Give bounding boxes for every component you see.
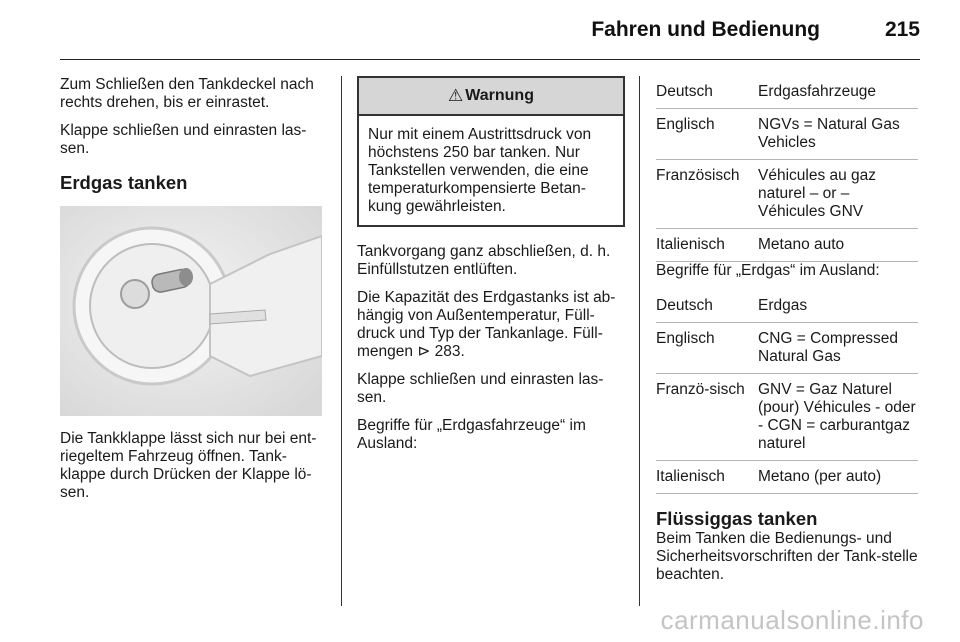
term-cell: Erdgasfahrzeuge: [758, 76, 918, 109]
table-natural-gas-terms: [656, 290, 918, 494]
paragraph: Klappe schließen und einrasten las-sen.: [357, 371, 604, 406]
language-cell: Franzö-sisch: [656, 374, 758, 461]
paragraph: Zum Schließen den Tankdeckel nach rechts drehen, bis er einrastet.: [60, 76, 314, 111]
table-row: [656, 160, 918, 229]
table-row: [656, 109, 918, 160]
paragraph: Begriffe für „Erdgas“ im Ausland:: [656, 262, 880, 279]
paragraph: Die Tankklappe lässt sich nur bei ent-riegeltem Fahrzeug öffnen. Tank-klappe durch Drücken der Klappe lö-sen.: [60, 430, 317, 501]
page-number: 215: [884, 18, 920, 41]
language-cell: Deutsch: [656, 290, 758, 323]
page-title: Fahren und Bedienung: [591, 18, 820, 41]
paragraph: Beim Tanken die Bedienungs- und Sicherheitsvorschriften der Tank-stelle beachten.: [656, 530, 918, 583]
table-row: [656, 461, 918, 494]
paragraph: Die Kapazität des Erdgastanks ist ab-hängig von Außentemperatur, Füll-druck und Typ der Tankanlage. Füll-mengen ⊳ 283.: [357, 289, 616, 360]
language-cell: Englisch: [656, 109, 758, 160]
page-header: [0, 0, 960, 60]
language-cell: Englisch: [656, 323, 758, 374]
language-cell: Italienisch: [656, 229, 758, 262]
warning-box: [357, 76, 625, 227]
term-cell: CNG = Compressed Natural Gas: [758, 323, 918, 374]
column-divider: [341, 76, 342, 606]
paragraph: Begriffe für „Erdgasfahrzeuge“ im Ausland:: [357, 417, 586, 452]
column-divider: [639, 76, 640, 606]
table-natural-gas-vehicle-terms: [656, 76, 918, 262]
watermark: carmanualsonline.info: [660, 605, 924, 635]
column-2: [357, 76, 625, 463]
term-cell: GNV = Gaz Naturel (pour) Véhicules - oder - CGN = carburantgaz naturel: [758, 374, 918, 461]
section-heading-erdgas: Erdgas tanken: [60, 172, 188, 193]
term-cell: Erdgas: [758, 290, 918, 323]
column-1: [60, 76, 325, 512]
column-3: [656, 76, 918, 594]
table-row: [656, 76, 918, 109]
header-rule: [60, 59, 920, 60]
language-cell: Italienisch: [656, 461, 758, 494]
warning-text: Nur mit einem Austrittsdruck von höchstens 250 bar tanken. Nur Tankstellen verwenden, die eine temperaturkompensierte Betan-kung gewährleisten.: [368, 126, 592, 215]
table-row: [656, 374, 918, 461]
paragraph: Klappe schließen und einrasten las-sen.: [60, 122, 307, 157]
term-cell: NGVs = Natural Gas Vehicles: [758, 109, 918, 160]
language-cell: Deutsch: [656, 76, 758, 109]
warning-header: [359, 78, 623, 116]
fuel-filler-illustration: [60, 206, 322, 416]
term-cell: Véhicules au gaz naturel – or – Véhicules GNV: [758, 160, 918, 229]
language-cell: Französisch: [656, 160, 758, 229]
warning-label: Warnung: [465, 87, 534, 104]
fuel-filler-photo: [60, 206, 322, 416]
table-row: [656, 229, 918, 262]
section-heading-fluessiggas: Flüssiggas tanken: [656, 508, 818, 529]
warning-triangle-icon: ⚠: [448, 86, 464, 105]
paragraph: Tankvorgang ganz abschließen, d. h. Einfüllstutzen entlüften.: [357, 243, 611, 278]
term-cell: Metano (per auto): [758, 461, 918, 494]
table-row: [656, 323, 918, 374]
term-cell: Metano auto: [758, 229, 918, 262]
table-row: [656, 290, 918, 323]
